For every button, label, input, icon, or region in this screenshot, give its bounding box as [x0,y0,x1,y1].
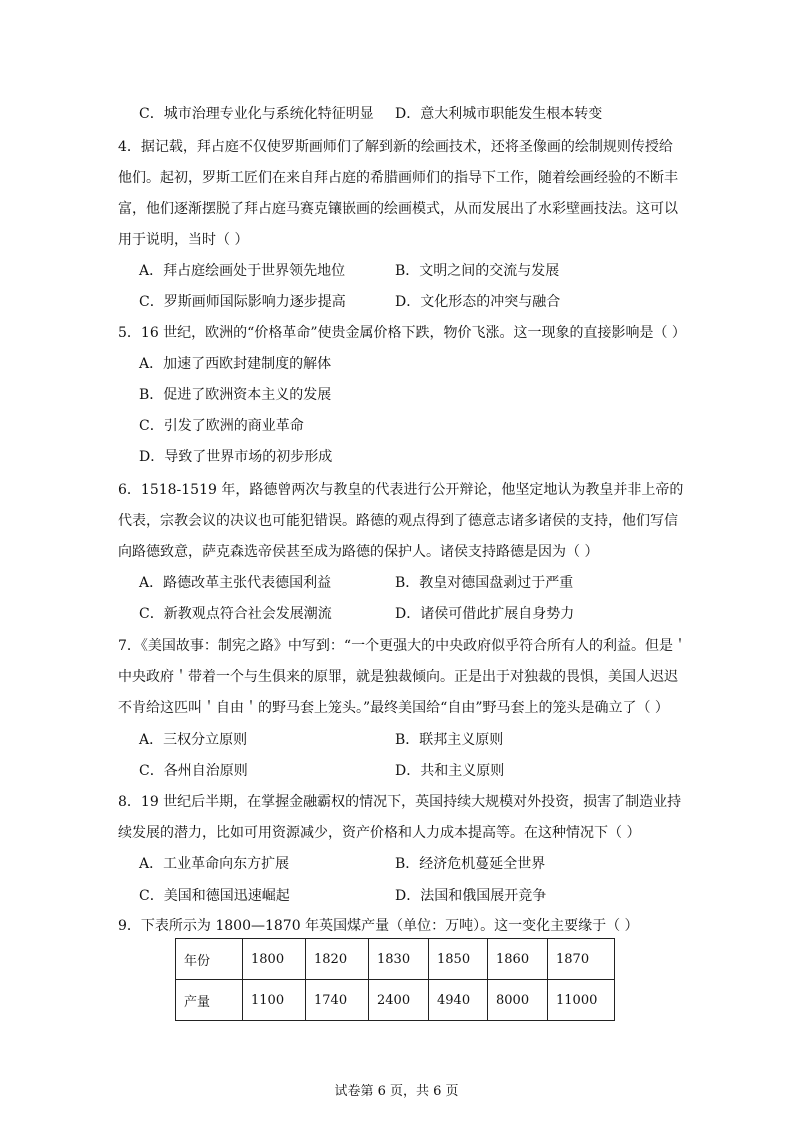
q7-stem-line-3: 不肯给这匹叫＇自由＇的野马套上笼头。”最终美国给“自由”野马套上的笼头是确立了（ ） [118,700,669,716]
q8-stem-line-2: 续发展的潜力，比如可用资源减少，资产价格和人力成本提高等。在这种情况下（ ） [118,825,641,841]
q3-option-c: C．城市治理专业化与系统化特征明显 [139,106,374,122]
q6-option-d: D．诸侯可借此扩展自身势力 [395,606,575,622]
q4-option-row-cd [139,292,679,312]
q6-stem-line-3: 向路德致意，萨克森选帝侯甚至成为路德的保护人。诸侯支持路德是因为（ ） [118,544,599,560]
q8-option-b: B．经济危机蔓延全世界 [395,856,546,872]
coal-output-table [175,938,615,1021]
q8-option-d: D．法国和俄国展开竞争 [395,888,547,904]
q4-option-row-ab [139,261,679,281]
q7-option-d: D．共和主义原则 [395,763,505,779]
q9-stem-line-1: 9．下表所示为 1800—1870 年英国煤产量（单位：万吨）。这一变化主要缘于（ ） [118,918,639,934]
table-cell: 1740 [306,980,369,1021]
q6-option-a: A．路德改革主张代表德国利益 [139,575,332,591]
table-cell: 2400 [369,980,429,1021]
table-cell: 1850 [429,939,488,980]
q6-option-row-ab [139,573,679,593]
q6-option-c: C．新教观点符合社会发展潮流 [139,606,332,622]
q8-option-a: A．工业革命向东方扩展 [139,856,290,872]
q6-option-b: B．教皇对德国盘剥过于严重 [395,575,574,591]
q4-option-c: C．罗斯画师国际影响力逐步提高 [139,294,346,310]
page-footer: 试卷第 6 页，共 6 页 [334,1084,459,1099]
table-cell: 4940 [429,980,488,1021]
q5-option-a: A．加速了西欧封建制度的解体 [139,356,332,372]
q7-option-row-cd [139,761,679,781]
q7-option-b: B．联邦主义原则 [395,732,504,748]
q8-option-row-cd [139,886,679,906]
table-cell: 1830 [369,939,429,980]
q8-option-c: C．美国和德国迅速崛起 [139,888,290,904]
q8-option-row-ab [139,854,679,874]
q4-stem-line-1: 4．据记载，拜占庭不仅使罗斯画师们了解到新的绘画技术，还将圣像画的绘制规则传授给 [118,139,673,155]
table-cell: 产量 [176,980,243,1021]
table-cell: 1100 [243,980,306,1021]
table-row-year [176,939,615,980]
q3-option-d: D．意大利城市职能发生根本转变 [395,106,603,122]
q4-option-d: D．文化形态的冲突与融合 [395,294,561,310]
q7-option-a: A．三权分立原则 [139,732,248,748]
q3-option-row-cd [139,104,679,124]
q5-option-c: C．引发了欧洲的商业革命 [139,418,304,434]
q7-stem-line-1: 7．《美国故事：制宪之路》中写到：“一个更强大的中央政府似乎符合所有人的利益。但是＇ [118,638,688,654]
q6-stem-line-1: 6．1518-1519 年，路德曾两次与教皇的代表进行公开辩论，他坚定地认为教皇并非上帝的 [118,482,684,498]
q4-stem-line-4: 用于说明，当时（ ） [118,232,249,248]
table-cell: 1820 [306,939,369,980]
table-cell: 1800 [243,939,306,980]
table-cell: 1860 [488,939,548,980]
q7-option-row-ab [139,730,679,750]
q7-stem-line-2: 中央政府＇带着一个与生俱来的原罪，就是独裁倾向。正是出于对独裁的畏惧，美国人迟迟 [118,669,678,685]
q6-stem-line-2: 代表，宗教会议的决议也可能犯错误。路德的观点得到了德意志诸多诸侯的支持，他们写信 [118,513,678,529]
q5-stem-line-1: 5．16 世纪，欧洲的“价格革命”使贵金属价格下跌，物价飞涨。这一现象的直接影响是（ ） [118,325,686,341]
q6-option-row-cd [139,604,679,624]
q4-stem-line-3: 富，他们逐渐摆脱了拜占庭马赛克镶嵌画的绘画模式，从而发展出了水彩壁画技法。这可以 [118,201,678,217]
q4-stem-line-2: 他们。起初，罗斯工匠们在来自拜占庭的希腊画师们的指导下工作，随着绘画经验的不断丰 [118,170,678,186]
table-cell: 11000 [548,980,615,1021]
q8-stem-line-1: 8．19 世纪后半期，在掌握金融霸权的情况下，英国持续大规模对外投资，损害了制造业持 [118,794,682,810]
q4-option-a: A．拜占庭绘画处于世界领先地位 [139,263,346,279]
q5-option-b: B．促进了欧洲资本主义的发展 [139,387,332,403]
table-cell: 1870 [548,939,615,980]
q5-option-d: D．导致了世界市场的初步形成 [139,449,333,465]
table-cell: 年份 [176,939,243,980]
table-row-output [176,980,615,1021]
q4-option-b: B．文明之间的交流与发展 [395,263,560,279]
q7-option-c: C．各州自治原则 [139,763,248,779]
table-cell: 8000 [488,980,548,1021]
